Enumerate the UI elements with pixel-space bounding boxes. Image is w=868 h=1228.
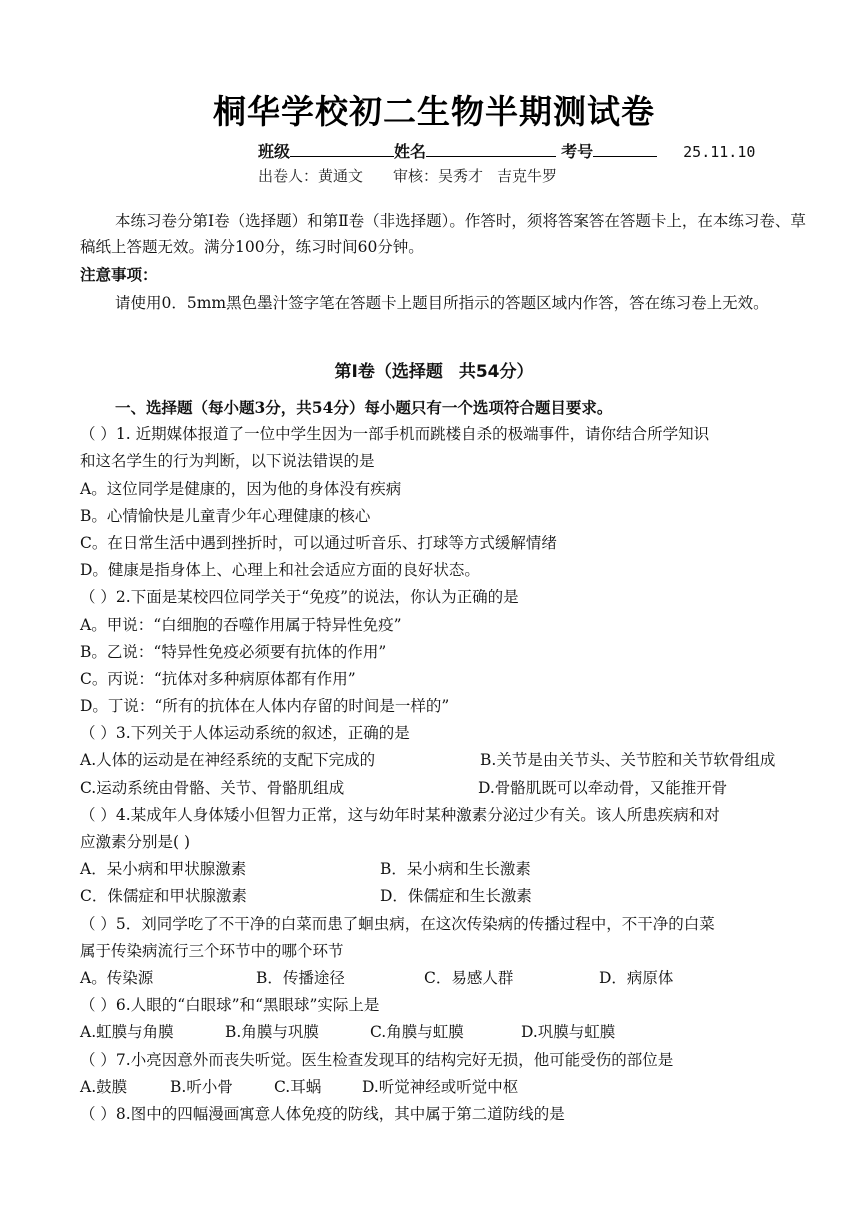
q4-option-c: C．侏儒症和甲状腺激素 [80,887,247,906]
q5-stem-1: （ ）5．刘同学吃了不干净的白菜而患了蛔虫病，在这次传染病的传播过程中，不干净的白菜 [80,914,715,933]
q6-option-b: B.角膜与巩膜 [225,1023,319,1042]
q5-option-b: B．传播途径 [256,968,345,987]
q2-stem: （ ）2.下面是某校四位同学关于“免疫”的说法，你认为正确的是 [80,588,519,607]
q3-option-c: C.运动系统由骨骼、关节、骨骼肌组成 [80,778,345,797]
q5-option-d: D．病原体 [599,968,674,987]
exam-date: 25.11.10 [683,143,756,161]
q3-row-1 [80,747,830,774]
q2-option-d: D。丁说：“所有的抗体在人体内存留的时间是一样的” [80,697,450,716]
q5-option-a: A。传染源 [80,968,154,987]
section-title-main: 第Ⅰ卷（选择题 [334,362,443,382]
q7-stem: （ ）7.小亮因意外而丧失听觉。医生检查发现耳的结构完好无损，他可能受伤的部位是 [80,1050,674,1069]
q2-option-c: C。丙说：“抗体对多种病原体都有作用” [80,669,356,688]
q3-option-b: B.关节是由关节头、关节腔和关节软骨组成 [480,751,776,770]
q3-option-d: D.骨骼肌既可以牵动骨，又能推开骨 [478,778,728,797]
q3-row-2 [80,775,830,802]
exam-title: 桐华学校初二生物半期测试卷 [213,92,655,131]
q4-row-1 [80,856,830,883]
q1-option-c: C。在日常生活中遇到挫折时，可以通过听音乐、打球等方式缓解情绪 [80,533,557,552]
exam-no-blank [593,142,657,157]
notice-paragraph: 请使用0．5mm黑色墨汁签字笔在答题卡上题目所指示的答题区域内作答，答在练习卷上无效。 [115,294,769,312]
q2-option-a: A。甲说：“白细胞的吞噬作用属于特异性免疫” [80,615,402,634]
author: 出卷人：黄通文 [258,167,364,185]
section-instruction: 一、选择题（每小题3分，共54分）每小题只有一个选项符合题目要求。 [115,398,613,417]
section-title [0,357,868,382]
authors-line [258,165,557,186]
q6-option-a: A.虹膜与角膜 [80,1023,174,1042]
q7-option-b: B.听小骨 [170,1077,233,1096]
q5-option-c: C．易感人群 [424,968,514,987]
q5-stem-2: 属于传染病流行三个环节中的哪个环节 [80,941,344,960]
q4-row-2 [80,883,830,910]
q2-option-b: B。乙说：“特异性免疫必须要有抗体的作用” [80,642,387,661]
q7-option-c: C.耳蜗 [274,1077,322,1096]
notice-heading: 注意事项： [80,265,158,284]
q8-stem: （ ）8.图中的四幅漫画寓意人体免疫的防线，其中属于第二道防线的是 [80,1104,565,1123]
q3-stem: （ ）3.下列关于人体运动系统的叙述，正确的是 [80,724,410,743]
name-label: 姓名 [394,142,427,161]
q7-options [80,1074,830,1101]
intro-paragraph: 本练习卷分第Ⅰ卷（选择题）和第Ⅱ卷（非选择题）。作答时，须将答案答在答题卡上，在本练习卷、草稿纸上答题无效。满分100分，练习时间60分钟。 [80,212,806,256]
questions [80,394,830,1128]
q4-stem-1: （ ）4.某成年人身体矮小但智力正常，这与幼年时某种激素分泌过少有关。该人所患疾病和对 [80,805,720,824]
reviewer-2: 吉克牛罗 [497,167,558,185]
q7-option-a: A.鼓膜 [80,1077,128,1096]
q5-options [80,965,830,992]
q4-option-b: B．呆小病和生长激素 [380,860,531,879]
q4-option-a: A．呆小病和甲状腺激素 [80,860,247,879]
q1-option-b: B。心情愉快是儿童青少年心理健康的核心 [80,506,371,525]
reviewers: 审核：吴秀才 [393,167,484,185]
q6-options [80,1019,830,1046]
exam-no-label: 考号 [561,142,594,161]
q1-option-a: A。这位同学是健康的，因为他的身体没有疾病 [80,479,402,498]
q1-stem-2: 和这名学生的行为判断，以下说法错误的是 [80,452,375,471]
section-score: 共54分） [458,362,534,382]
q6-option-d: D.巩膜与虹膜 [521,1023,616,1042]
q4-stem-2: 应激素分别是( ) [80,833,191,851]
class-label: 班级 [258,142,291,161]
q6-stem: （ ）6.人眼的“白眼球”和“黑眼球”实际上是 [80,996,380,1015]
q7-option-d: D.听觉神经或听觉中枢 [362,1077,519,1096]
name-blank [426,142,556,157]
q3-option-a: A.人体的运动是在神经系统的支配下完成的 [80,751,376,770]
q1-stem-1: （ ）1. 近期媒体报道了一位中学生因为一部手机而跳楼自杀的极端事件，请你结合所学知识 [80,425,710,444]
q4-option-d: D．侏儒症和生长激素 [380,887,532,906]
student-info-row [258,139,755,162]
class-blank [290,142,394,157]
q6-option-c: C.角膜与虹膜 [370,1023,464,1042]
q1-option-d: D。健康是指身体上、心理上和社会适应方面的良好状态。 [80,561,480,580]
